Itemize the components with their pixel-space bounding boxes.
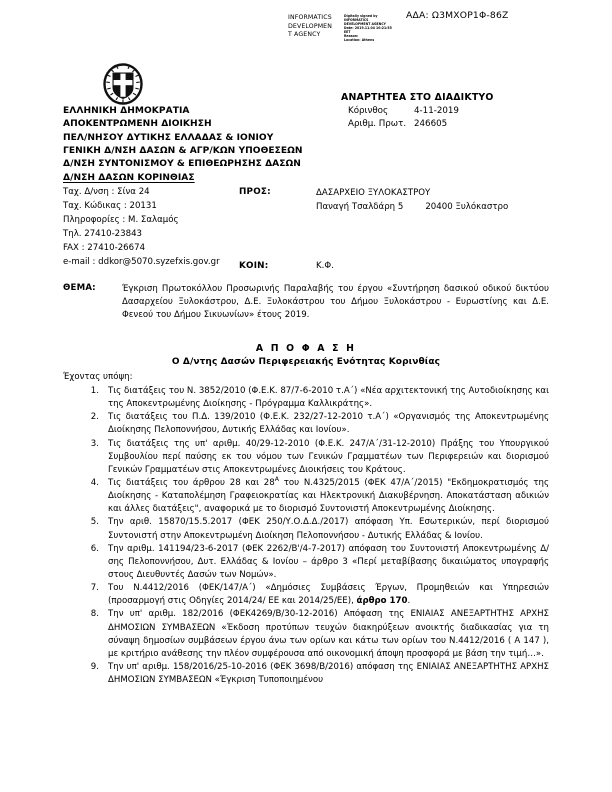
contact-email: e-mail : ddkor@5070.syzefxis.gov.gr: [63, 256, 220, 267]
clause-number: 1.: [90, 386, 99, 396]
recipient-city: 20400 Ξυλόκαστρο: [425, 201, 509, 212]
contact-fax: FAX : 27410-26674: [63, 242, 146, 253]
recipient-address: [316, 201, 508, 215]
clause-number: 7.: [90, 583, 99, 594]
digital-signature-stamp: [288, 14, 404, 43]
legal-clause-item: [63, 385, 549, 411]
publication-notice: ΑΝΑΡΤΗΤΕΑ ΣΤΟ ΔΙΑΔΙΚΤΥΟ: [341, 92, 494, 103]
clause-number: 5.: [90, 517, 99, 528]
clause-text: Την αριθ. 15870/15.5.2017 (ΦΕΚ 250/Υ.Ο.Δ.Δ./2017) απόφαση Υπ. Εσωτερικών, περί διορισμού Συντονιστή στην Αποκεντρωμένη Διοίκηση Πελοποννήσου - Δυτικής Ελλάδας & Ιονίου.: [108, 517, 549, 541]
legal-clause-item: [63, 516, 549, 542]
org-line-2: ΠΕΛ/ΝΗΣΟΥ ΔΥΤΙΚΗΣ ΕΛΛΑΔΑΣ & ΙΟΝΙΟΥ: [63, 132, 274, 143]
cc-value: Κ.Φ.: [316, 261, 334, 271]
meta-row-place-date: [348, 105, 459, 118]
legal-clause-item: [63, 543, 549, 582]
clause-text: Τις διατάξεις του άρθρου 28 και $28^A$ του Ν.4325/2015 (ΦΕΚ 47/Α΄/2015) "Εκδημοκρατισμός της Διοίκησης - Καταπολέμηση Γραφειοκρατίας και Ηλεκτρονική Διακυβέρνηση. Αποκατάσταση αδικιών και άλλες διατάξεις", αναφορικά με το διορισμό Συντονιστή Αποκεντρωμένης Διοίκησης.: [108, 476, 549, 515]
signature-detail-0: Digitally signed by: [344, 14, 378, 18]
clause-number: 6.: [90, 543, 99, 554]
ada-code: ΑΔΑ: Ω3ΜΧΟΡ1Φ-86Ζ: [406, 10, 509, 21]
organization-header: [63, 105, 303, 185]
recipient-details: [316, 187, 508, 215]
subject-text: Έγκριση Πρωτοκόλλου Προσωρινής Παραλαβής του έργου «Συντήρηση δασικού οδικού δικτύου Δασαρχείου Ξυλοκάστρου, Δ.Ε. Ξυλοκάστρου του Δήμου Ξυλοκάστρου - Ευρωστίνης και Δ.Ε. Φενεού του Δήμου Σικυωνίων» έτους 2019.: [122, 284, 549, 321]
clause-number: 9.: [90, 661, 99, 672]
meta-row-protocol: [348, 118, 459, 131]
place-label: Κόρινθος: [348, 106, 389, 116]
clause-text: Τις διατάξεις της υπ' αριθμ. 40/29-12-2010 (Φ.Ε.Κ. 247/Α΄/31-12-2010) Πράξης του Υπουργικού Συμβουλίου περί παύσης εκ του νόμου των Γενικών Γραμματέων των Περιφερειών και διορισμού Γενικών Γραμματέων στις Αποκεντρωμένες Διοικήσεις του Κράτους.: [108, 438, 549, 475]
signature-detail-3: Date: 2019.11.04 10:21:55: [344, 26, 392, 31]
legal-clause-item: [63, 411, 549, 437]
contact-details: [63, 186, 220, 270]
subject-label: ΘΕΜΑ:: [63, 283, 96, 293]
clause-text: Τις διατάξεις του Ν. 3852/2010 (Φ.Ε.Κ. 87/7-6-2010 τ.Α΄) «Νέα αρχιτεκτονική της Αυτοδιοίκησης και της Αποκεντρωμένης Διοίκησης - Πρόγραμμα Καλλικράτης».: [108, 386, 549, 410]
signature-detail-5: Reason:: [344, 34, 359, 39]
contact-address: Ταχ. Δ/νση : Σίνα 24: [63, 187, 150, 197]
clause-emphasis: άρθρο 170: [356, 596, 408, 607]
decision-subtitle: Ο Δ/ντης Δασών Περιφερειακής Ενότητας Κορινθίας: [171, 357, 441, 367]
protocol-label: Αριθμ. Πρωτ.: [348, 119, 407, 130]
clause-superscript: Α: [274, 476, 279, 484]
clause-text: Τις διατάξεις του Π.Δ. 139/2010 (Φ.Ε.Κ. 232/27-12-2010 τ.Α΄) «Οργανισμός της Αποκεντρωμένης Διοίκησης Πελοποννήσου, Δυτικής Ελλάδας και Ιονίου».: [108, 412, 549, 436]
clause-text: Την υπ' αριθμ. 182/2016 (ΦΕΚ4269/Β/30-12-2016) Απόφαση της ΕΝΙΑΙΑΣ ΑΝΕΞΑΡΤΗΤΗΣ ΑΡΧΗΣ ΔΗΜΟΣΙΩΝ ΣΥΜΒΑΣΕΩΝ «Έκδοση προτύπων τευχών διακηρύξεων ανοικτής διαδικασίας για τη σύναψη δημοσίων συμβάσεων έργου άνω των ορίων και κάτω των ορίων του Ν.4412/2016 ( Α 147 ), με κριτήριο ανάθεσης την πλέον συμφέρουσα από οικονομική άποψη προσφορά με βάση την τιμή…».: [108, 609, 549, 659]
subject-block: [63, 283, 549, 322]
decision-preamble: Έχοντας υπόψη:: [63, 372, 133, 382]
signature-detail-1: INFORMATICS: [344, 18, 369, 23]
signature-agency-name: [288, 14, 340, 40]
signature-agency-line-2: DEVELOPMEN: [288, 22, 333, 30]
protocol-number: 246605: [414, 119, 448, 130]
legal-clause-item: [63, 661, 549, 687]
legal-clause-item: [63, 438, 549, 477]
recipient-street: Παναγή Τσαλδάρη 5: [316, 201, 404, 212]
clause-number: 8.: [90, 609, 99, 620]
clause-number: 4.: [90, 477, 99, 488]
contact-phone: Τηλ. 27410-23843: [63, 228, 143, 239]
clause-text: Την αριθμ. 141194/23-6-2017 (ΦΕΚ 2262/Β'/4-7-2017) απόφαση του Συντονιστή Αποκεντρωμένης Δ/σης Πελοποννήσου, Δυτ. Ελλάδας & Ιονίου – άρθρο 3 «Περί μεταβίβασης δικαιώματος υπογραφής στους Διευθυντές Δασών των Νομών».: [108, 543, 549, 580]
signature-detail-2: DEVELOPMENT AGENCY: [344, 22, 386, 27]
clause-text: Του Ν.4412/2016 (ΦΕΚ/147/Α΄) «Δημόσιες Συμβάσεις Έργων, Προμηθειών και Υπηρεσιών (προσαρμογή στις Οδηγίες 2014/24/ ΕΕ και 2014/25/ΕΕ), άρθρο 170.: [108, 583, 549, 607]
signature-details: [344, 14, 404, 43]
document-meta: [348, 105, 459, 131]
legal-clause-item: [63, 582, 549, 608]
org-department-line: Δ/ΝΣΗ ΔΑΣΩΝ ΚΟΡΙΝΘΙΑΣ: [63, 172, 195, 183]
signature-detail-4: EET: [344, 30, 351, 35]
signature-agency-line-3: T AGENCY: [288, 31, 321, 39]
contact-postcode: Ταχ. Κώδικας : 20131: [63, 200, 157, 211]
org-line-0: ΕΛΛΗΝΙΚΗ ΔΗΜΟΚΡΑΤΙΑ: [63, 106, 190, 116]
cc-label: ΚΟΙΝ:: [239, 261, 269, 271]
legal-clause-item: [63, 477, 549, 516]
clause-number: 2.: [90, 412, 99, 423]
legal-clause-list: [63, 385, 549, 687]
recipient-name: ΔΑΣΑΡΧΕΙΟ ΞΥΛΟΚΑΣΤΡΟΥ: [316, 188, 431, 198]
decision-title: Α Π Ο Φ Α Σ Η: [255, 343, 357, 354]
org-line-4: Δ/ΝΣΗ ΣΥΝΤΟΝΙΣΜΟΥ & ΕΠΙΘΕΩΡΗΣΗΣ ΔΑΣΩΝ: [63, 159, 301, 170]
clause-text: Την υπ' αριθμ. 158/2016/25-10-2016 (ΦΕΚ 3698/Β/2016) απόφαση της ΕΝΙΑΙΑΣ ΑΝΕΞΑΡΤΗΤΗΣ ΑΡΧΗΣ ΔΗΜΟΣΙΩΝ ΣΥΜΒΑΣΕΩΝ «Έγκριση Τυποποιημένου: [108, 661, 549, 686]
legal-clause-item: [63, 608, 549, 661]
signature-detail-6: Location: Athens: [344, 38, 375, 43]
org-line-3: ΓΕΝΙΚΗ Δ/ΝΣΗ ΔΑΣΩΝ & ΑΓΡ/ΚΩΝ ΥΠΟΘΕΣΕΩΝ: [63, 146, 303, 157]
recipient-label: ΠΡΟΣ:: [239, 187, 271, 197]
signature-agency-line-1: INFORMATICS: [288, 14, 332, 21]
hellenic-republic-coat-of-arms-icon: [103, 63, 143, 105]
org-line-1: ΑΠΟΚΕΝΤΡΩΜΕΝΗ ΔΙΟΙΚΗΣΗ: [63, 119, 212, 130]
contact-info-officer: Πληροφορίες : Μ. Σαλαμός: [63, 214, 179, 225]
clause-number: 3.: [90, 438, 99, 449]
document-date: 4-11-2019: [414, 106, 459, 116]
